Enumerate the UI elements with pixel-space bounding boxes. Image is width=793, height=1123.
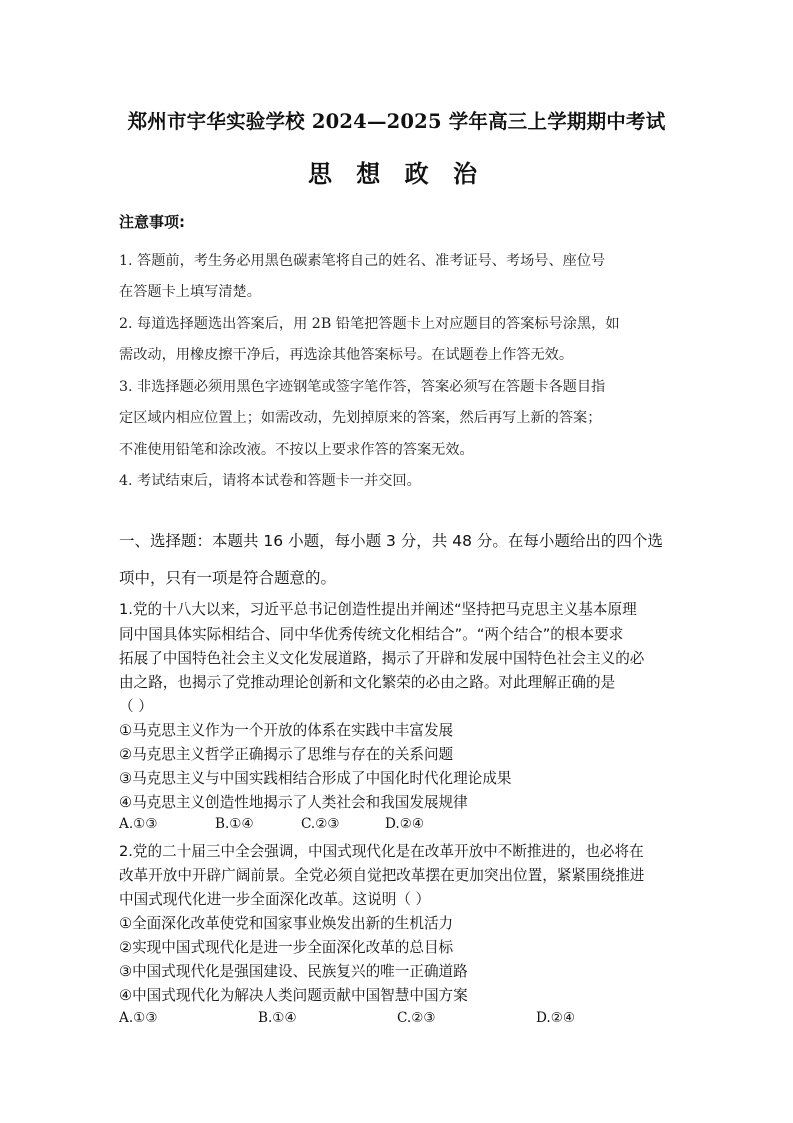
- q2-statement: ①全面深化改革使党和国家事业焕发出新的生机活力: [119, 915, 454, 932]
- q1-option-a: A.①③: [119, 816, 158, 832]
- q1-statement: ④马克思主义创造性地揭示了人类社会和我国发展规律: [119, 794, 468, 811]
- q1-stem-line: 同中国具体实际相结合、同中华优秀传统文化相结合”。“两个结合”的根本要求: [119, 626, 624, 643]
- notice-line: 3. 非选择题必须用黑色字迹钢笔或签字笔作答，答案必须写在答题卡各题目指: [119, 379, 606, 395]
- q1-stem-line: 由之路，也揭示了党推动理论创新和文化繁荣的必由之路。对此理解正确的是: [119, 674, 616, 691]
- q1-option-d: D.②④: [385, 816, 425, 832]
- q2-statement: ②实现中国式现代化是进一步全面深化改革的总目标: [119, 939, 454, 956]
- notice-line: 定区域内相应位置上；如需改动，先划掉原来的答案，然后再写上新的答案；: [119, 410, 602, 426]
- notice-line: 在答题卡上填写清楚。: [119, 284, 261, 300]
- section-heading: 一、选择题：本题共 16 小题，每小题 3 分，共 48 分。在每小题给出的四个选: [119, 532, 663, 550]
- q1-option-c: C.②③: [301, 816, 340, 832]
- exam-title: 郑州市宇华实验学校 2024—2025 学年高三上学期期中考试: [127, 110, 666, 133]
- q2-option-c: C.②③: [397, 1010, 436, 1026]
- q2-option-d: D.②④: [536, 1010, 576, 1026]
- q2-stem-line: 改革开放中开辟广阔前景。全党必须自觉把改革摆在更加突出位置，紧紧围绕推进: [119, 867, 645, 884]
- notice-line: 不准使用铅笔和涂改液。不按以上要求作答的答案无效。: [119, 442, 474, 458]
- q1-statement: ②马克思主义哲学正确揭示了思维与存在的关系问题: [119, 746, 454, 763]
- q1-stem-line: 1.党的十八大以来，习近平总书记创造性提出并阐述“坚持把马克思主义基本原理: [119, 601, 637, 618]
- q1-stem-line: 拓展了中国特色社会主义文化发展道路，揭示了开辟和发展中国特色社会主义的必: [119, 650, 645, 667]
- q2-option-b: B.①④: [258, 1010, 297, 1026]
- q1-statement: ①马克思主义作为一个开放的体系在实践中丰富发展: [119, 722, 454, 739]
- q1-answer-bracket: （ ）: [119, 698, 153, 715]
- q1-option-b: B.①④: [215, 816, 254, 832]
- q1-statement: ③马克思主义与中国实践相结合形成了中国化时代化理论成果: [119, 770, 512, 787]
- subject-title: 思 想 政 治: [307, 159, 486, 188]
- notice-line: 4. 考试结束后，请将本试卷和答题卡一并交回。: [119, 473, 421, 489]
- q2-statement: ④中国式现代化为解决人类问题贡献中国智慧中国方案: [119, 987, 468, 1004]
- q2-statement: ③中国式现代化是强国建设、民族复兴的唯一正确道路: [119, 963, 468, 980]
- notice-heading: 注意事项:: [119, 213, 185, 231]
- q2-option-a: A.①③: [119, 1010, 158, 1026]
- notice-line: 2. 每道选择题选出答案后，用 2B 铅笔把答题卡上对应题目的答案标号涂黑，如: [119, 316, 620, 332]
- section-heading-cont: 项中，只有一项是符合题意的。: [119, 569, 337, 587]
- q2-stem-line: 2.党的二十届三中全会强调，中国式现代化是在改革开放中不断推进的，也必将在: [119, 843, 644, 860]
- notice-line: 1. 答题前，考生务必用黑色碳素笔将自己的姓名、准考证号、考场号、座位号: [119, 253, 606, 269]
- q2-stem-line: 中国式现代化进一步全面深化改革。这说明（ ）: [119, 891, 431, 908]
- notice-line: 需改动，用橡皮擦干净后，再选涂其他答案标号。在试题卷上作答无效。: [119, 347, 574, 363]
